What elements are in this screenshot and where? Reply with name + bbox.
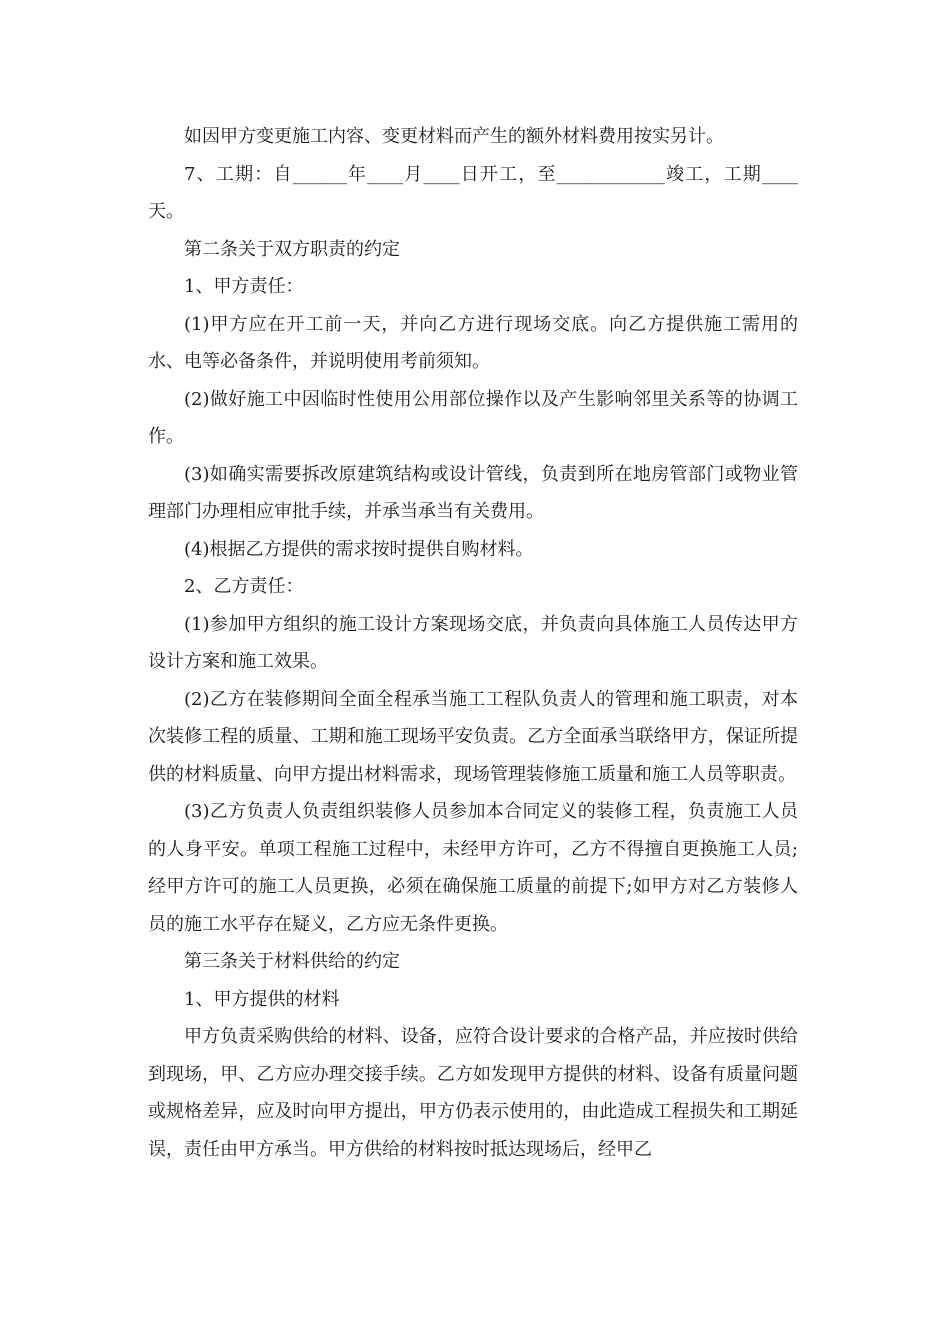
heading-party-a-materials: 1、甲方提供的材料 [184,988,340,1010]
paragraph-party-b-duty-3: (3)乙方负责人负责组织装修人员参加本合同定义的装修工程，负责施工人员的人身平安。单项工程施工过程中，未经甲方许可，乙方不得擅自更换施工人员;经甲方许可的施工人员更换，必须在确保施工质量的前提下;如甲方对乙方装修人员的施工水平存在疑义，乙方应无条件更换。 [148,801,798,935]
paragraph-party-a-duty-3: (3)如确实需要拆改原建筑结构或设计管线，负责到所在地房管部门或物业管理部门办理相应审批手续，并承当承当有关费用。 [148,463,798,522]
heading-article-3: 第三条关于材料供给的约定 [184,951,400,972]
paragraph-extra-material-cost: 如因甲方变更施工内容、变更材料而产生的额外材料费用按实另计。 [184,126,724,147]
heading-party-a-duties: 1、甲方责任： [184,276,304,297]
paragraph-party-a-duty-2: (2)做好施工中因临时性使用公用部位操作以及产生影响邻里关系等的协调工作。 [148,388,798,447]
heading-article-2: 第二条关于双方职责的约定 [184,238,400,260]
document-body [148,118,798,1168]
paragraph-construction-period: 7、工期：自______年____月____日开工，至____________竣工，工期____天。 [148,163,798,222]
paragraph-party-a-duty-4: (4)根据乙方提供的需求按时提供自购材料。 [184,538,534,560]
paragraph-party-a-materials: 甲方负责采购供给的材料、设备，应符合设计要求的合格产品，并应按时供给到现场，甲、乙方应办理交接手续。乙方如发现甲方提供的材料、设备有质量问题或规格差异，应及时向甲方提出，甲方仍表示使用的，由此造成工程损失和工期延误，责任由甲方承当。甲方供给的材料按时抵达现场后，经甲乙 [148,1026,798,1160]
heading-party-b-duties: 2、乙方责任： [184,576,304,597]
paragraph-party-b-duty-2: (2)乙方在装修期间全面全程承当施工工程队负责人的管理和施工职责，对本次装修工程的质量、工期和施工现场平安负责。乙方全面承当联络甲方，保证所提供的材料质量、向甲方提出材料需求，现场管理装修施工质量和施工人员等职责。 [148,688,798,785]
paragraph-party-a-duty-1: (1)甲方应在开工前一天，并向乙方进行现场交底。向乙方提供施工需用的水、电等必备条件，并说明使用考前须知。 [148,313,798,372]
paragraph-party-b-duty-1: (1)参加甲方组织的施工设计方案现场交底，并负责向具体施工人员传达甲方设计方案和施工效果。 [148,613,798,672]
